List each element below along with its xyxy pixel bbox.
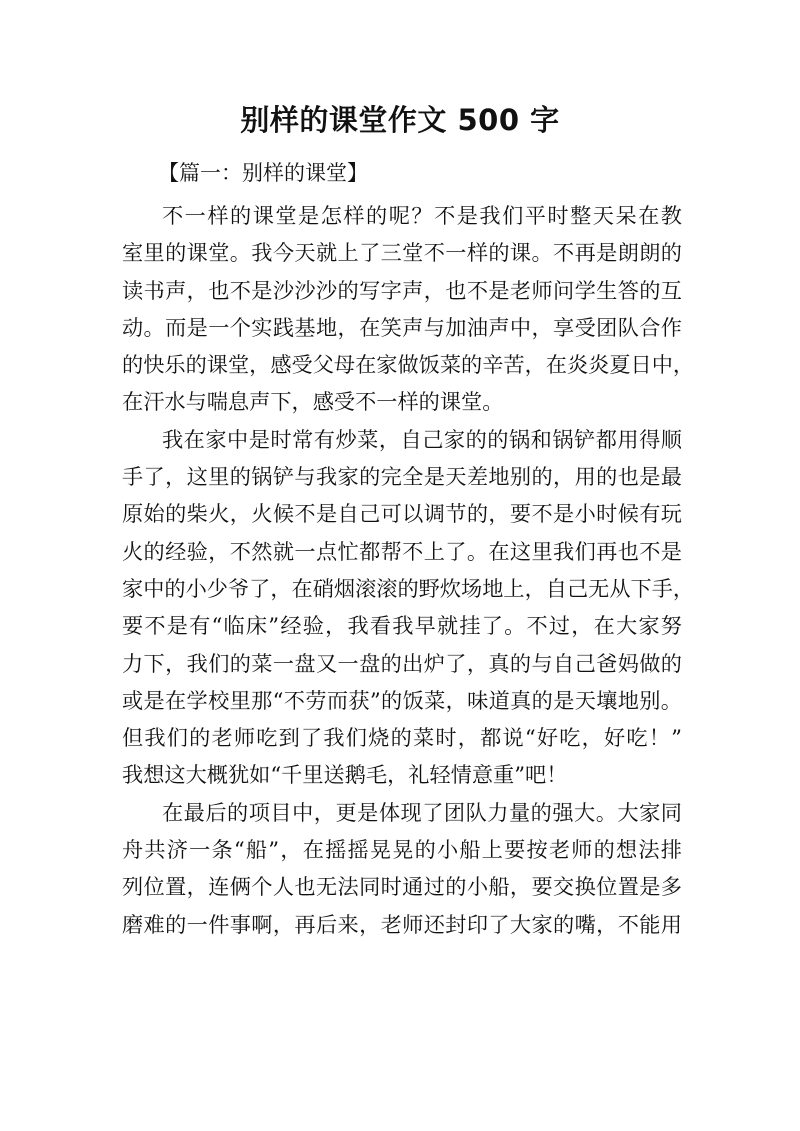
body-text-line: 或是在学校里那“不劳而获”的饭菜，味道真的是天壤地别。 [122,687,682,713]
body-text-line: 要不是有“临床”经验，我看我早就挂了。不过，在大家努 [122,613,682,639]
body-text-line: 动。而是一个实践基地，在笑声与加油声中，享受团队合作 [122,314,682,340]
body-text-line: 室里的课堂。我今天就上了三堂不一样的课。不再是朗朗的 [122,240,682,266]
body-text-line: 在最后的项目中，更是体现了团队力量的强大。大家同 [162,799,682,825]
essay-body [122,197,695,943]
body-text-line: 手了，这里的锅铲与我家的完全是天差地别的，用的也是最 [122,464,682,490]
body-text-line: 但我们的老师吃到了我们烧的菜时，都说“好吃，好吃！” [122,725,682,751]
body-text-line: 在汗水与喘息声下，感受不一样的课堂。 [122,389,504,415]
body-text-line: 我想这大概犹如“千里送鹅毛，礼轻情意重”吧！ [122,762,568,788]
body-text-line: 火的经验，不然就一点忙都帮不上了。在这里我们再也不是 [122,538,682,564]
body-text-line: 家中的小少爷了，在硝烟滚滚的野炊场地上，自己无从下手， [122,575,695,601]
body-text-line: 读书声，也不是沙沙沙的写字声，也不是老师问学生答的互 [122,277,682,303]
body-text-line: 的快乐的课堂，感受父母在家做饭菜的辛苦，在炎炎夏日中， [122,352,695,378]
body-text-line: 不一样的课堂是怎样的呢？不是我们平时整天呆在教 [162,203,682,228]
body-text-line: 列位置，连俩个人也无法同时通过的小船，要交换位置是多 [122,874,682,900]
body-text-line: 舟共济一条“船”，在摇摇晃晃的小船上要按老师的想法排 [122,837,682,863]
body-text-line: 我在家中是时常有炒菜，自己家的的锅和锅铲都用得顺 [162,426,682,452]
section-heading: 【篇一：别样的课堂】 [158,161,368,185]
body-text-line: 力下，我们的菜一盘又一盘的出炉了，真的与自己爸妈做的 [122,650,682,676]
document-title: 别样的课堂作文 500 字 [240,103,560,137]
body-text-line: 磨难的一件事啊，再后来，老师还封印了大家的嘴，不能用 [122,911,682,937]
body-text-line: 原始的柴火，火候不是自己可以调节的，要不是小时候有玩 [122,501,682,527]
